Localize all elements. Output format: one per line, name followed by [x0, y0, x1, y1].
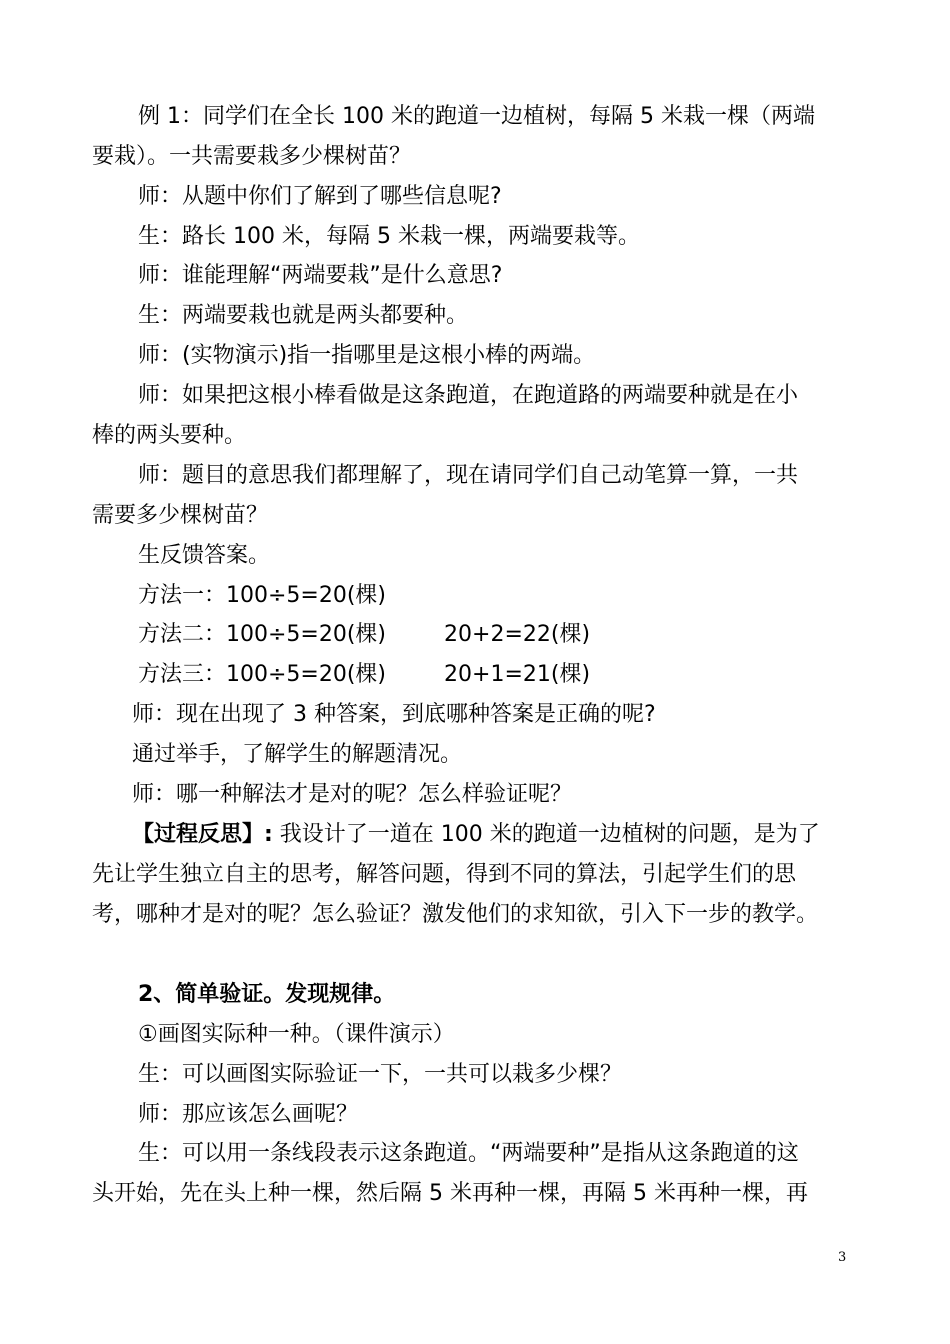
paragraph-line: 师：如果把这根小棒看做是这条跑道，在跑道路的两端要种就是在小	[138, 383, 799, 408]
method-two-line	[0, 615, 950, 655]
paragraph-line: 师：那应该怎么画呢？	[138, 1102, 359, 1127]
paragraph-line: 生：两端要栽也就是两头都要种。	[138, 303, 469, 328]
paragraph-line: 通过举手，了解学生的解题清况。	[132, 742, 463, 767]
page-number: 3	[838, 1250, 847, 1265]
method-two-step-2: 20+2=22(棵)	[444, 622, 591, 647]
method-one-line: 方法一：100÷5=20(棵)	[138, 583, 387, 608]
method-three-line	[0, 655, 950, 695]
paragraph-line: 师：(实物演示)指一指哪里是这根小棒的两端。	[138, 343, 596, 368]
paragraph-line: 需要多少棵树苗？	[92, 503, 269, 528]
paragraph-line: 师：哪一种解法才是对的呢？怎么样验证呢？	[132, 782, 573, 807]
paragraph-line: 考，哪种才是对的呢？怎么验证？激发他们的求知欲，引入下一步的教学。	[92, 902, 819, 927]
paragraph-line: 生：可以用一条线段表示这条跑道。“两端要种”是指从这条跑道的这	[138, 1141, 799, 1166]
paragraph-line: 生：可以画图实际验证一下，一共可以栽多少棵？	[138, 1062, 623, 1087]
paragraph-line: 棒的两头要种。	[92, 423, 247, 448]
paragraph-line: 师：题目的意思我们都理解了，现在请同学们自己动笔算一算，一共	[138, 463, 799, 488]
paragraph-line: 师：谁能理解“两端要栽”是什么意思?	[138, 263, 503, 288]
paragraph-line: 生反馈答案。	[138, 543, 271, 568]
method-three-step-2: 20+1=21(棵)	[444, 662, 591, 687]
method-three-step-1: 方法三：100÷5=20(棵)	[138, 662, 387, 687]
paragraph-line: 要栽）。一共需要栽多少棵树苗？	[92, 144, 412, 169]
paragraph-line: 师：现在出现了 3 种答案，到底哪种答案是正确的呢?	[132, 702, 656, 727]
paragraph-line: 先让学生独立自主的思考，解答问题，得到不同的算法，引起学生们的思	[92, 862, 797, 887]
reflection-text: 我设计了一道在 100 米的跑道一边植树的问题，是为了	[272, 822, 820, 847]
paragraph-line: 师：从题中你们了解到了哪些信息呢?	[138, 184, 502, 209]
reflection-line	[0, 815, 950, 855]
paragraph-line: 例 1：同学们在全长 100 米的跑道一边植树，每隔 5 米栽一棵（两端	[138, 104, 815, 129]
section-heading: 2、简单验证。发现规律。	[138, 982, 396, 1007]
method-two-step-1: 方法二：100÷5=20(棵)	[138, 622, 387, 647]
paragraph-line: 头开始，先在头上种一棵，然后隔 5 米再种一棵，再隔 5 米再种一棵，再	[92, 1181, 808, 1206]
paragraph-line: 生：路长 100 米，每隔 5 米栽一棵，两端要栽等。	[138, 224, 640, 249]
paragraph-line: ①画图实际种一种。（课件演示）	[138, 1022, 455, 1047]
reflection-heading: 【过程反思】:	[132, 822, 273, 847]
